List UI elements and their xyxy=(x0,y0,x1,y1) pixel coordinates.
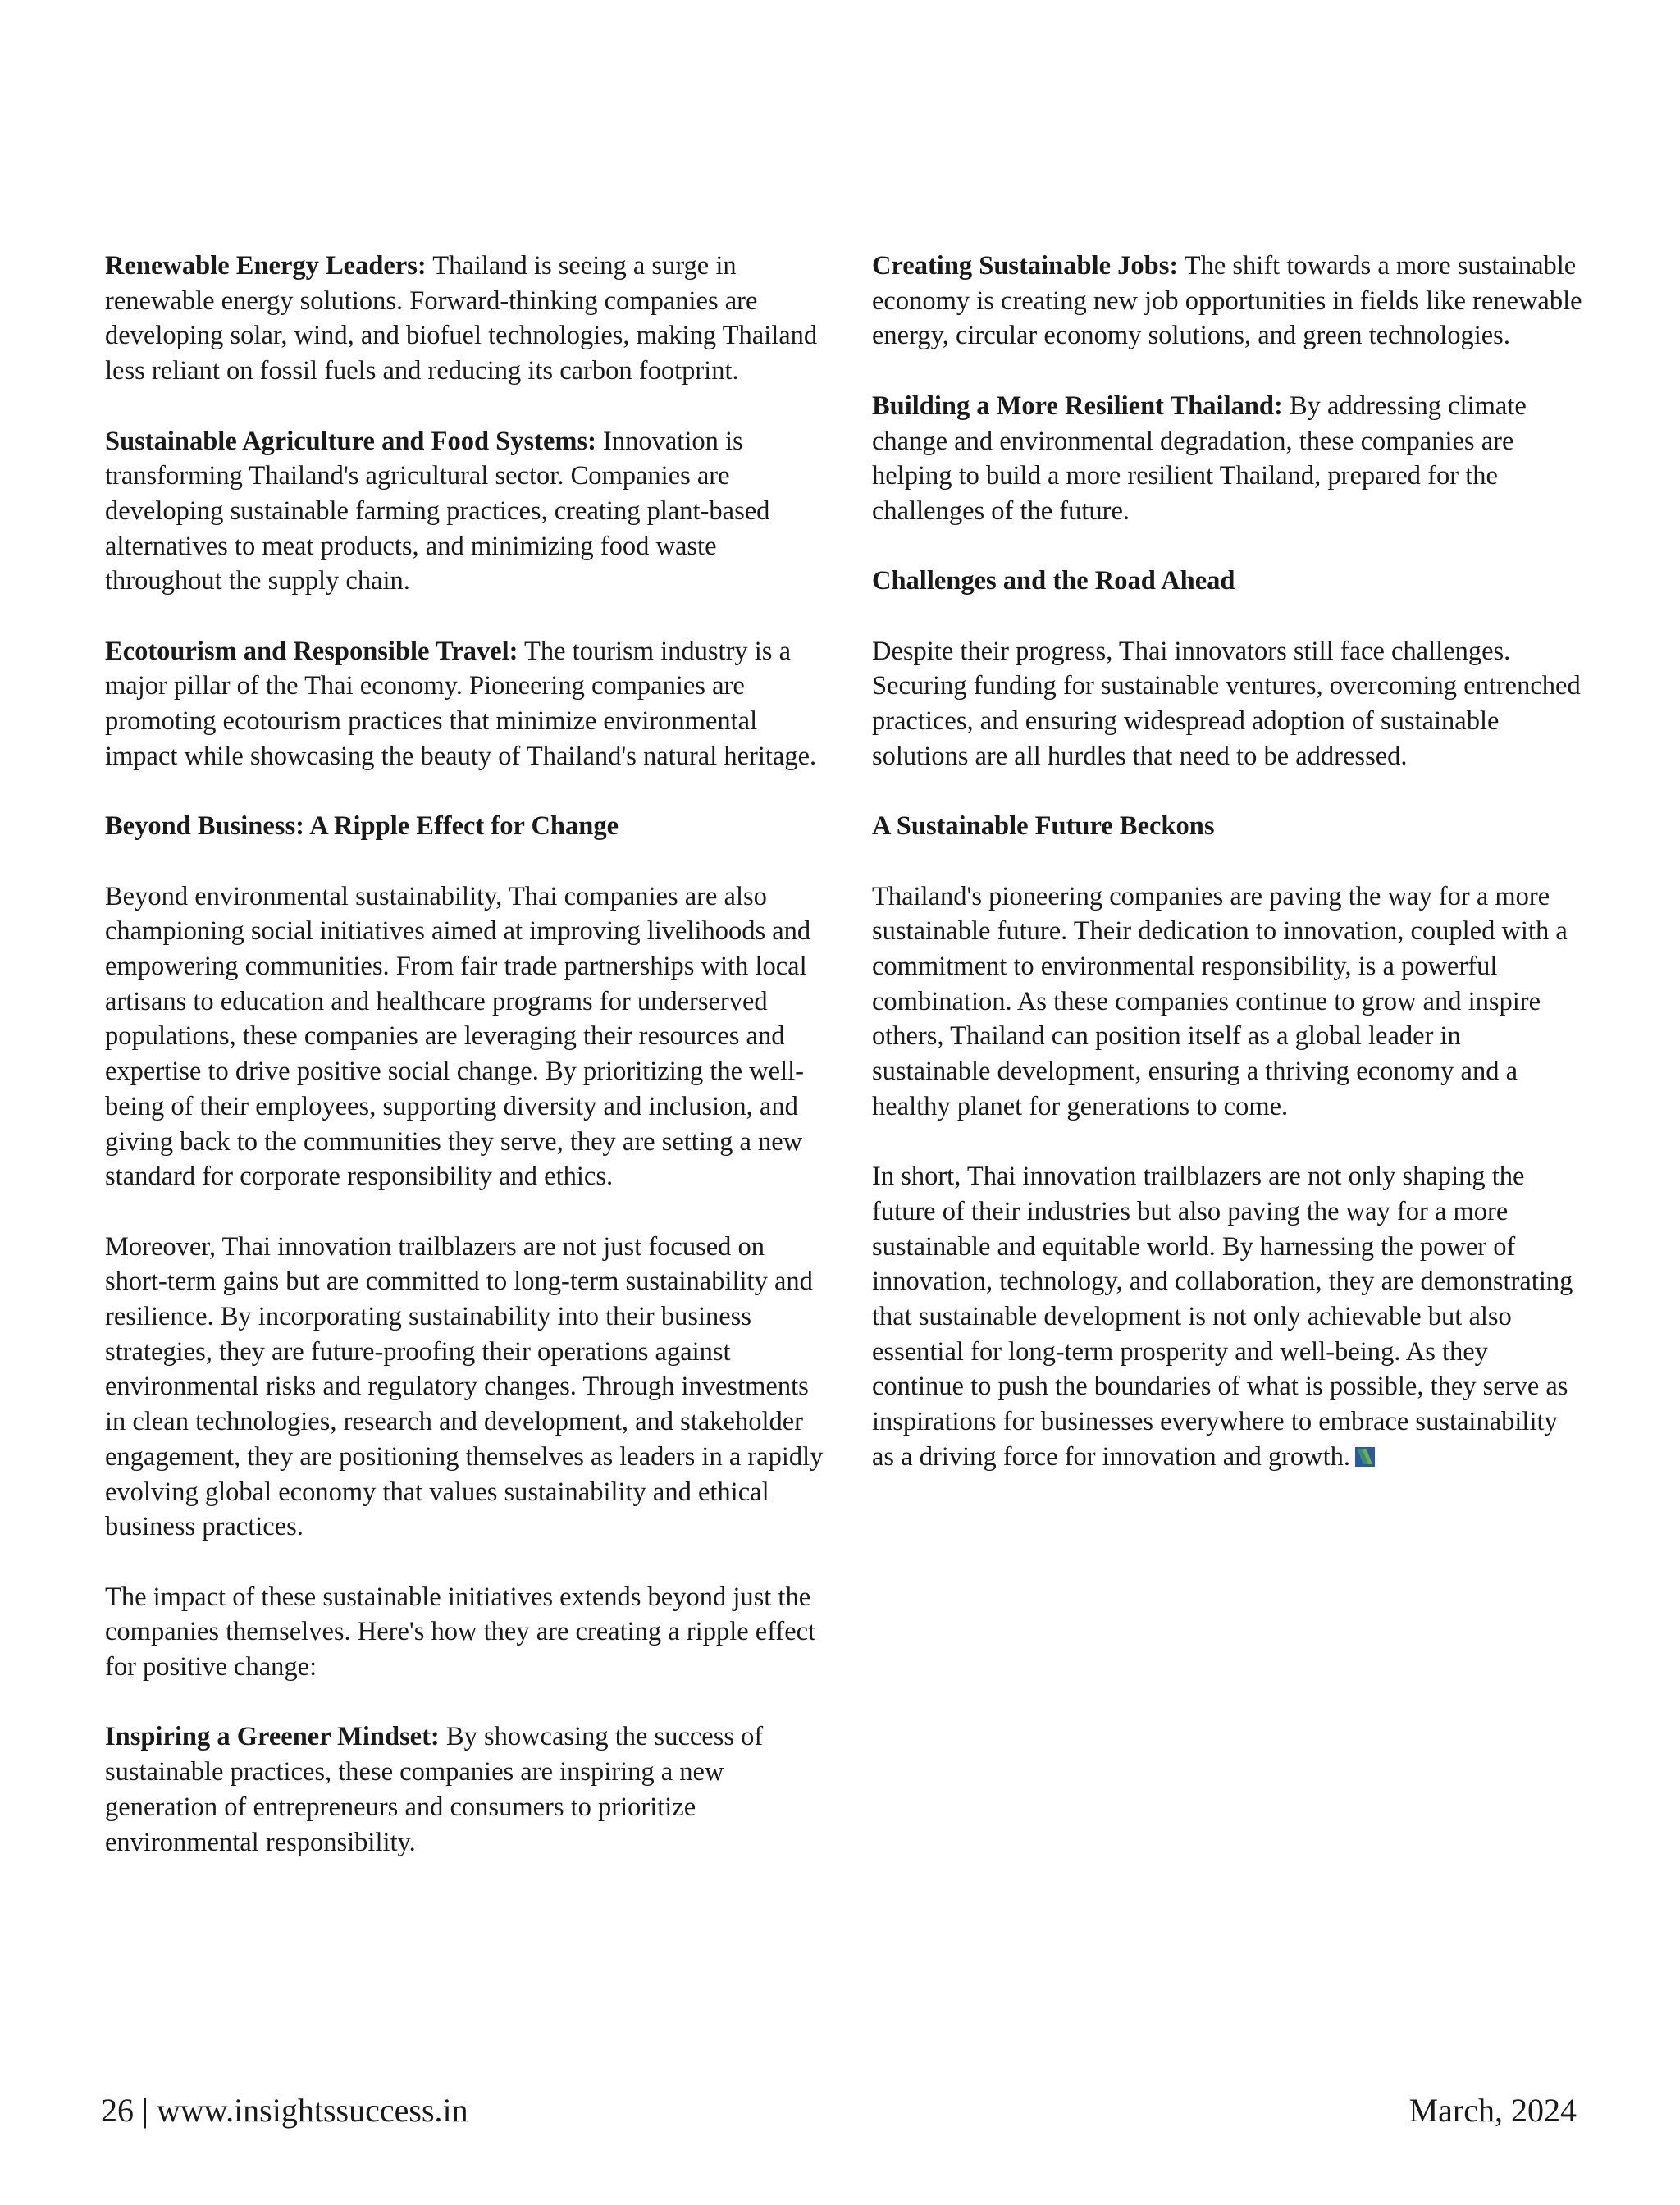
sustainable-jobs-paragraph xyxy=(872,249,1586,354)
future-paragraph: Thailand's pioneering companies are paving the way for a more sustainable future. Their dedication to innovation, coupled with a commitment to environmental responsibility, is a powerful combination. As these companies continue to grow and inspire others, Thailand can position itself as a global leader in sustainable development, ensuring a thriving economy and a healthy planet for generations to come. xyxy=(872,881,1568,1121)
renewable-energy-text: Thailand is seeing a surge in renewable energy solutions. Forward-thinking companies are developing solar, wind, and biofuel technologies, making Thailand less reliant on fossil fuels and reducing its carbon footprint. xyxy=(105,251,818,386)
resilient-thailand-paragraph xyxy=(872,389,1586,529)
sustainable-agriculture-lead: Sustainable Agriculture and Food Systems: xyxy=(105,426,596,456)
ecotourism-text: The tourism industry is a major pillar of the Thai economy. Pioneering companies are promoting ecotourism practices that minimize environmental impact while showcasing the beauty of Thailand's natural heritage. xyxy=(105,636,817,771)
challenges-paragraph: Despite their progress, Thai innovators still face challenges. Securing funding for sustainable ventures, overcoming entrenched practices, and ensuring widespread adoption of sustainable solutions are all hurdles that need to be addressed. xyxy=(872,636,1581,771)
future-heading: A Sustainable Future Beckons xyxy=(872,811,1215,842)
renewable-energy-paragraph xyxy=(105,249,827,389)
sustainable-jobs-lead: Creating Sustainable Jobs: xyxy=(872,251,1179,281)
resilient-thailand-text: By addressing climate change and environmental degradation, these companies are helping to build a more resilient Thailand, prepared for the challenges of the future. xyxy=(872,390,1527,526)
greener-mindset-paragraph xyxy=(105,1719,827,1860)
left-column xyxy=(105,249,827,1895)
sustainable-jobs-text: The shift towards a more sustainable economy is creating new job opportunities in fields like renewable energy, circular economy solutions, and green technologies. xyxy=(872,251,1582,351)
ecotourism-paragraph xyxy=(105,634,827,774)
greener-mindset-text: By showcasing the success of sustainable practices, these companies are inspiring a new generation of entrepreneurs and consumers to prioritize environmental responsibility. xyxy=(105,1722,764,1857)
greener-mindset-lead: Inspiring a Greener Mindset: xyxy=(105,1722,440,1752)
renewable-energy-lead: Renewable Energy Leaders: xyxy=(105,251,427,281)
impact-paragraph: The impact of these sustainable initiatives extends beyond just the companies themselves. Here's how they are creating a ripple effect for positive change: xyxy=(105,1582,816,1682)
magazine-end-mark-icon xyxy=(1355,1441,1375,1461)
ecotourism-lead: Ecotourism and Responsible Travel: xyxy=(105,636,518,666)
resilient-thailand-lead: Building a More Resilient Thailand: xyxy=(872,390,1283,421)
in-short-paragraph xyxy=(872,1159,1586,1474)
beyond-environmental-paragraph: Beyond environmental sustainability, Thai companies are also championing social initiatives aimed at improving livelihoods and empowering communities. From fair trade partnerships with local artisans to education and healthcare programs for underserved populations, these companies are leveraging their resources and expertise to drive positive social change. By prioritizing the well-being of their employees, supporting diversity and inclusion, and giving back to the communities they serve, they are setting a new standard for corporate responsibility and ethics. xyxy=(105,881,811,1192)
challenges-heading: Challenges and the Road Ahead xyxy=(872,566,1235,596)
sustainable-agriculture-text: Innovation is transforming Thailand's agricultural sector. Companies are developing sustainable farming practices, creating plant-based alternatives to meat products, and minimizing food waste throughout the supply chain. xyxy=(105,426,770,596)
sustainable-agriculture-paragraph xyxy=(105,424,827,600)
in-short-text: In short, Thai innovation trailblazers are not only shaping the future of their industries but also paving the way for a more sustainable and equitable world. By harnessing the power of innovation, technology, and collaboration, they are demonstrating that sustainable development is not only achievable but also essential for long-term prosperity and well-being. As they continue to push the boundaries of what is possible, they serve as inspirations for businesses everywhere to embrace sustainability as a driving force for innovation and growth. xyxy=(872,1162,1573,1472)
moreover-paragraph: Moreover, Thai innovation trailblazers are not just focused on short-term gains but are committed to long-term sustainability and resilience. By incorporating sustainability into their business strategies, they are future-proofing their operations against environmental risks and regulatory changes. Through investments in clean technologies, research and development, and stakeholder engagement, they are positioning themselves as leaders in a rapidly evolving global economy that values sustainability and ethical business practices. xyxy=(105,1231,824,1542)
footer-page-url: 26 | www.insightssuccess.in xyxy=(101,2092,468,2129)
right-column xyxy=(872,249,1586,1509)
beyond-business-heading: Beyond Business: A Ripple Effect for Change xyxy=(105,811,619,842)
footer-date: March, 2024 xyxy=(1408,2092,1577,2129)
end-mark-svg xyxy=(1355,1447,1375,1467)
